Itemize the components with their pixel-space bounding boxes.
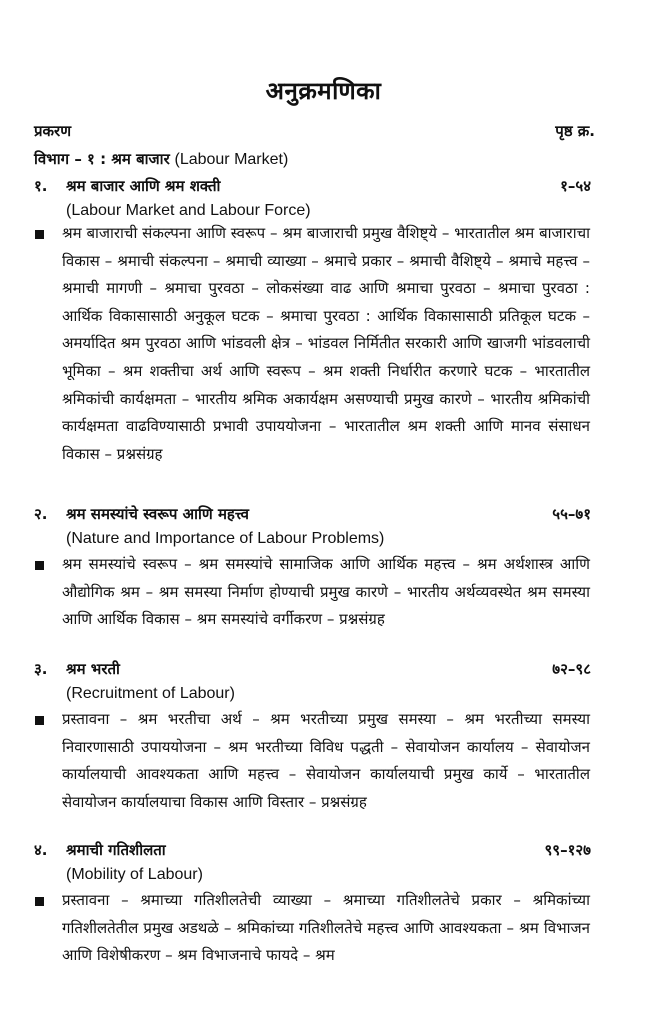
chapter-title: श्रम बाजार आणि श्रम शक्ती (66, 177, 221, 195)
chapter-title: श्रम समस्यांचे स्वरूप आणि महत्त्व (66, 505, 250, 523)
chapter-english-title: (Nature and Importance of Labour Problems) (66, 530, 385, 547)
chapter-pages: ९९–१२७ (544, 841, 591, 859)
bullet-icon (35, 561, 44, 570)
chapter-pages: ७२–९८ (552, 660, 591, 678)
chapter-pages: १–५४ (560, 177, 591, 195)
chapter-number: २. (34, 505, 48, 523)
chapter-number: ४. (34, 841, 48, 859)
bullet-icon (35, 897, 44, 906)
chapter-title: श्रम भरती (66, 660, 120, 678)
chapter-english-title: (Labour Market and Labour Force) (66, 202, 311, 219)
chapter-title: श्रमाची गतिशीलता (66, 841, 166, 859)
chapter-pages: ५५–७१ (552, 505, 591, 523)
chapter-english-title: (Mobility of Labour) (66, 866, 203, 883)
bullet-icon (35, 716, 44, 725)
bullet-icon (35, 230, 44, 239)
chapter-summary: श्रम बाजाराची संकल्पना आणि स्वरूप – श्रम बाजाराची प्रमुख वैशिष्ट्ये – भारतातील श्रम बाजाराचा विकास – श्रमाची संकल्पना – श्रमाची व्याख्या – श्रमाचे प्रकार – श्रमाची वैशिष्ट्ये – श्रमाचे महत्त्व – श्रमाची मागणी – श्रमाचा पुरवठा – लोकसंख्या वाढ आणि श्रमाचा पुरवठा – श्रमाचा पुरवठा : आर्थिक विकासासाठी अनुकूल घटक – श्रमाचा पुरवठा : आर्थिक विकासासाठी प्रतिकूल घटक – अमर्यादित श्रम पुरवठा आणि भांडवली क्षेत्र – भांडवल निर्मितीत सरकारी आणि खाजगी भांडवलाची भूमिका – श्रम शक्तीचा अर्थ आणि स्वरूप – श्रम शक्ती निर्धारीत करणारे घटक – भारतातील श्रमिकांची कार्यक्षमता – भारतीय श्रमिक अकार्यक्षम असण्याची प्रमुख कारणे – भारतीय श्रमिकांची कार्यक्षमता वाढविण्यासाठी प्रभावी उपाययोजना – भारतातील श्रम शक्ती आणि मानव संसाधन विकास – प्रश्नसंग्रह (62, 224, 590, 463)
chapter-number: १. (34, 177, 48, 195)
chapter-summary: प्रस्तावना – श्रम भरतीचा अर्थ – श्रम भरतीच्या प्रमुख समस्या – श्रम भरतीच्या समस्या निवारणासाठी उपाययोजना – श्रम भरतीच्या विविध पद्धती – सेवायोजन कार्यालय – सेवायोजन कार्यालयाची आवश्यकता आणि महत्त्व – सेवायोजन कार्यालयाची प्रमुख कार्ये – भारतातील सेवायोजन कार्यालयाचा विकास आणि विस्तार – प्रश्नसंग्रह (62, 710, 590, 811)
chapter-column-header: प्रकरण (34, 122, 72, 140)
page-title: अनुक्रमणिका (265, 77, 382, 105)
chapter-english-title: (Recruitment of Labour) (66, 685, 235, 702)
chapter-number: ३. (34, 660, 48, 678)
page-column-header: पृष्ठ क्र. (555, 122, 595, 140)
division-english: (Labour Market) (174, 151, 289, 168)
division-heading (34, 149, 288, 169)
division-label: विभाग – १ : श्रम बाजार (34, 150, 170, 168)
chapter-summary: प्रस्तावना – श्रमाच्या गतिशीलतेची व्याख्या – श्रमाच्या गतिशीलतेचे प्रकार – श्रमिकांच्या गतिशीलतेतील प्रमुख अडथळे – श्रमिकांच्या गतिशीलतेचे महत्त्व आणि आवश्यकता – श्रम विभाजन आणि विशेषीकरण – श्रम विभाजनाचे फायदे – श्रम (62, 891, 590, 965)
chapter-summary: श्रम समस्यांचे स्वरूप – श्रम समस्यांचे सामाजिक आणि आर्थिक महत्त्व – श्रम अर्थशास्त्र आणि औद्योगिक श्रम – श्रम समस्या निर्माण होण्याची प्रमुख कारणे – भारतीय अर्थव्यवस्थेत श्रम समस्या आणि आर्थिक विकास – श्रम समस्यांचे वर्गीकरण – प्रश्नसंग्रह (62, 555, 590, 629)
